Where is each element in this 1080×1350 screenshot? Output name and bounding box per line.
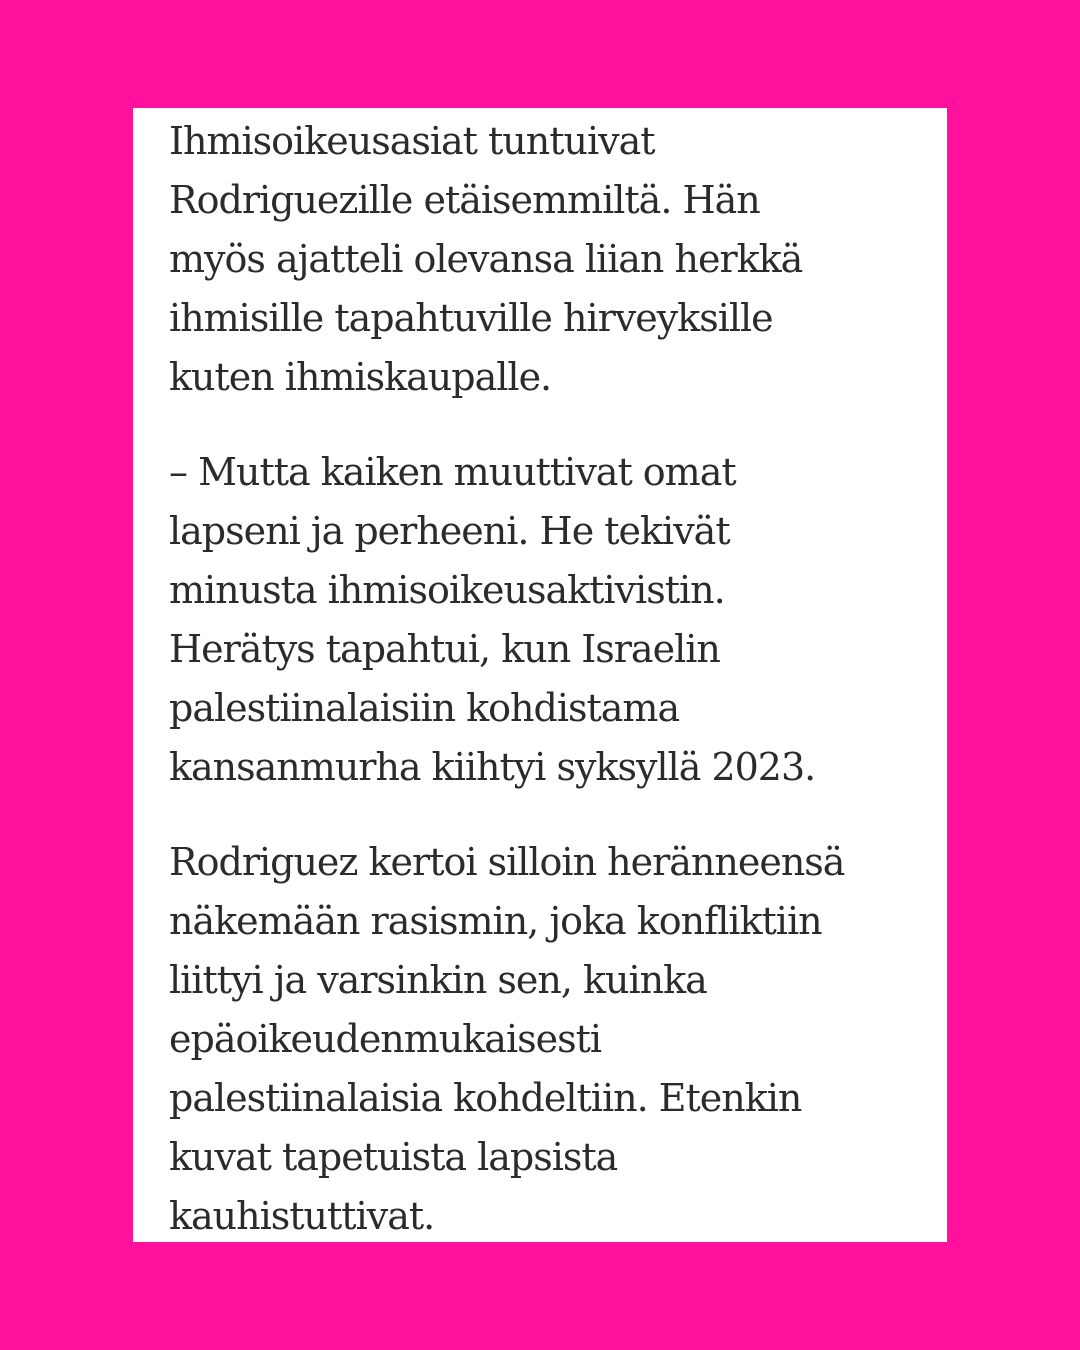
text-line: kuten ihmiskaupalle. — [169, 355, 552, 399]
text-line: liittyi ja varsinkin sen, kuinka — [169, 958, 707, 1002]
paragraph-1 — [169, 112, 927, 407]
text-line: minusta ihmisoikeusaktivistin. — [169, 568, 725, 612]
text-line: Rodriguezille etäisemmiltä. Hän — [169, 178, 760, 222]
text-line: ihmisille tapahtuville hirveyksille — [169, 296, 773, 340]
paragraph-3 — [169, 833, 927, 1242]
paragraph-2-quote — [169, 443, 927, 797]
text-line: myös ajatteli olevansa liian herkkä — [169, 237, 803, 281]
text-card — [133, 108, 947, 1242]
text-line: Herätys tapahtui, kun Israelin — [169, 627, 720, 671]
text-line: – Mutta kaiken muuttivat omat — [169, 450, 736, 494]
text-line: lapseni ja perheeni. He tekivät — [169, 509, 730, 553]
text-line: Ihmisoikeusasiat tuntuivat — [169, 119, 655, 163]
text-line: palestiinalaisiin kohdistama — [169, 686, 680, 730]
text-line: kuvat tapetuista lapsista — [169, 1135, 618, 1179]
text-line: kauhistuttivat. — [169, 1194, 435, 1238]
text-line: Rodriguez kertoi silloin heränneensä — [169, 840, 845, 884]
text-line: epäoikeudenmukaisesti — [169, 1017, 602, 1061]
text-line: näkemään rasismin, joka konfliktiin — [169, 899, 822, 943]
text-line: kansanmurha kiihtyi syksyllä 2023. — [169, 745, 816, 789]
text-line: palestiinalaisia kohdeltiin. Etenkin — [169, 1076, 802, 1120]
